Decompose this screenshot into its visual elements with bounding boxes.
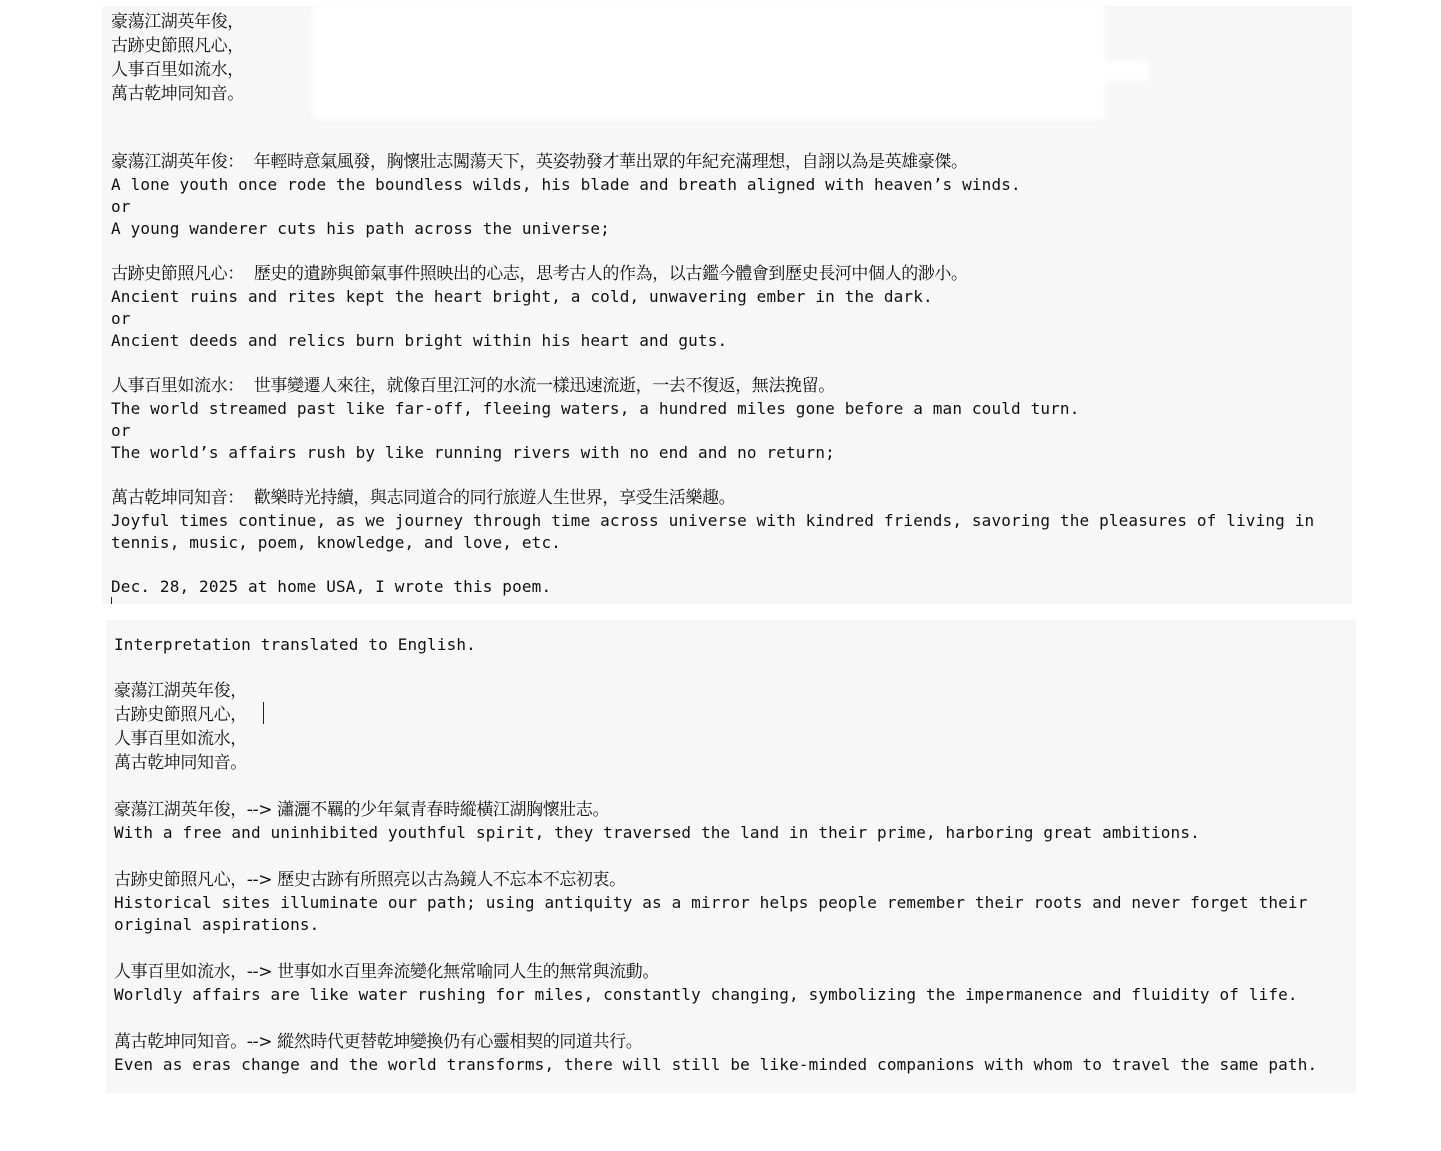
translation-3-english: Worldly affairs are like water rushing for miles, constantly changing, symbolizing the impermanence and fluidity of life. [114, 985, 1298, 1004]
translation-poem-line-1: 豪蕩江湖英年俊， [114, 681, 247, 701]
translation-title: Interpretation translated to English. [114, 635, 476, 654]
translation-1-english: With a free and uninhibited youthful spirit, they traversed the land in their prime, harboring great ambitions. [114, 823, 1200, 842]
interpretation-4-english-a: Joyful times continue, as we journey through time across universe with kindred friends, savoring the pleasures of living in [111, 511, 1315, 530]
translation-2-english-b: original aspirations. [114, 915, 320, 934]
interpretation-1-or: or [111, 197, 131, 216]
redacted-region [316, 8, 1102, 116]
poem-line-2: 古跡史節照凡心， [111, 36, 244, 56]
poem-line-1: 豪蕩江湖英年俊， [111, 12, 244, 32]
translation-3-chinese: 人事百里如流水，--> 世事如水百里奔流變化無常喻同人生的無常與流動。 [114, 962, 659, 982]
interpretation-4-english-b: tennis, music, poem, knowledge, and love, etc. [111, 533, 562, 552]
translation-2-chinese: 古跡史節照凡心，--> 歷史古跡有所照亮以古為鏡人不忘本不忘初衷。 [114, 870, 626, 890]
poem-line-3: 人事百里如流水， [111, 60, 244, 80]
translation-text-panel[interactable] [106, 620, 1356, 1093]
interpretation-2-english-a: Ancient ruins and rites kept the heart bright, a cold, unwavering ember in the dark. [111, 287, 933, 306]
interpretation-3-english-a: The world streamed past like far-off, fleeing waters, a hundred miles gone before a man could turn. [111, 399, 1080, 418]
translation-2-english-a: Historical sites illuminate our path; using antiquity as a mirror helps people remember their roots and never forget their [114, 893, 1308, 912]
translation-poem-line-3: 人事百里如流水， [114, 729, 247, 749]
translation-1-chinese: 豪蕩江湖英年俊，--> 瀟灑不羈的少年氣青春時縱橫江湖胸懷壯志。 [114, 800, 610, 820]
translation-4-chinese: 萬古乾坤同知音。--> 縱然時代更替乾坤變換仍有心靈相契的同道共行。 [114, 1032, 643, 1052]
translation-poem-line-4: 萬古乾坤同知音。 [114, 753, 247, 773]
translation-4-english: Even as eras change and the world transforms, there will still be like-minded companions with whom to travel the same path. [114, 1055, 1318, 1074]
interpretation-1-english-a: A lone youth once rode the boundless wilds, his blade and breath aligned with heaven’s winds. [111, 175, 1021, 194]
interpretation-3-or: or [111, 421, 131, 440]
interpretation-4-chinese: 萬古乾坤同知音： 歡樂時光持續，與志同道合的同行旅遊人生世界，享受生活樂趣。 [111, 488, 736, 508]
interpretation-3-english-b: The world’s affairs rush by like running rivers with no end and no return; [111, 443, 835, 462]
translation-poem-line-2: 古跡史節照凡心， [114, 705, 247, 725]
interpretation-2-or: or [111, 309, 131, 328]
poem-line-4: 萬古乾坤同知音。 [111, 84, 244, 104]
interpretation-1-english-b: A young wanderer cuts his path across the universe; [111, 219, 610, 238]
signature-line: Dec. 28, 2025 at home USA, I wrote this poem. [111, 577, 552, 596]
interpretation-2-english-b: Ancient deeds and relics burn bright within his heart and guts. [111, 331, 728, 350]
interpretation-2-chinese: 古跡史節照凡心： 歷史的遺跡與節氣事件照映出的心志，思考古人的作為，以古鑑今體會到歷史長河中個人的渺小。 [111, 264, 968, 284]
interpretation-3-chinese: 人事百里如流水： 世事變遷人來往，就像百里江河的水流一樣迅速流逝，一去不復返，無法挽留。 [111, 376, 835, 396]
redacted-region-small [1098, 64, 1146, 78]
text-caret [111, 597, 112, 604]
interpretation-1-chinese: 豪蕩江湖英年俊： 年輕時意氣風發，胸懷壯志闖蕩天下，英姿勃發才華出眾的年紀充滿理想，自詡以為是英雄豪傑。 [111, 152, 968, 172]
text-caret [263, 702, 264, 724]
